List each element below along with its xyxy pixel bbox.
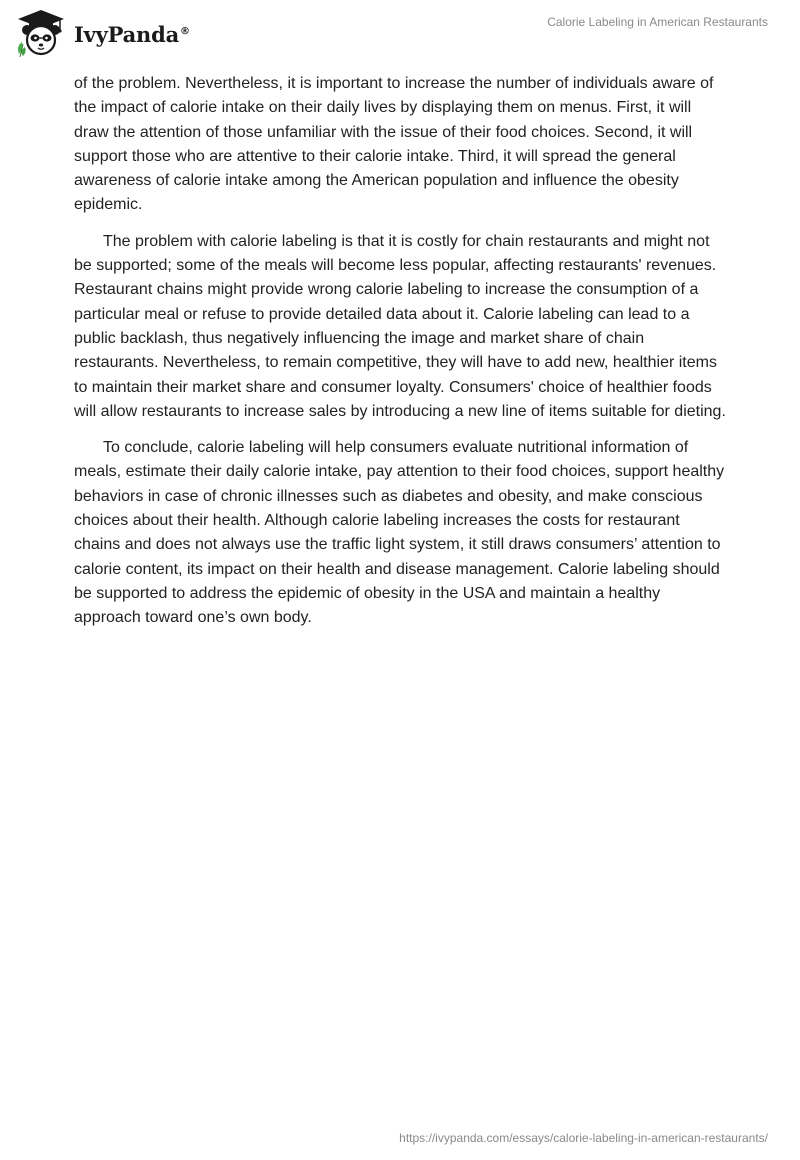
paragraph-continuation: of the problem. Nevertheless, it is important to increase the number of individuals aware of the impact of calorie intake on their daily lives by displaying them on menus. First, it will draw the attention of those unfamiliar with the issue of their food choices. Second, it will support those who are attentive to their calorie intake. Third, it will spread the general awareness of calorie intake among the American population and influence the obesity epidemic. <box>74 75 714 214</box>
page-header <box>0 0 800 70</box>
brand-logo[interactable] <box>14 8 190 58</box>
essay-body <box>74 72 730 643</box>
brand-name: IvyPanda® <box>74 21 190 47</box>
source-url-link[interactable]: https://ivypanda.com/essays/calorie-labeling-in-american-restaurants/ <box>399 1131 768 1145</box>
registered-mark: ® <box>180 25 190 37</box>
document-title: Calorie Labeling in American Restaurants <box>547 15 768 29</box>
panda-graduate-icon <box>14 8 68 58</box>
paragraph-cost-problem: The problem with calorie labeling is that it is costly for chain restaurants and might not be supported; some of the meals will become less popular, affecting restaurants' revenues. Restaurant chains might provide wrong calorie labeling to increase the consumption of a particular meal or refuse to provide detailed data about it. Calorie labeling can lead to a public backlash, thus negatively influencing the image and market share of chain restaurants. Nevertheless, to remain competitive, they will have to add new, healthier items to maintain their market share and consumer loyalty. Consumers' choice of healthier foods will allow restaurants to increase sales by introducing a new line of items suitable for dieting. <box>74 232 726 420</box>
paragraph-conclusion: To conclude, calorie labeling will help consumers evaluate nutritional information of meals, estimate their daily calorie intake, pay attention to their food choices, support healthy behaviors in case of chronic illnesses such as diabetes and obesity, and make conscious choices about their health. Although calorie labeling increases the costs for restaurant chains and does not always use the traffic light system, it still draws consumers’ attention to calorie content, its impact on their health and disease management. Calorie labeling should be supported to address the epidemic of obesity in the USA and maintain a healthy approach toward one’s own body. <box>74 439 725 627</box>
